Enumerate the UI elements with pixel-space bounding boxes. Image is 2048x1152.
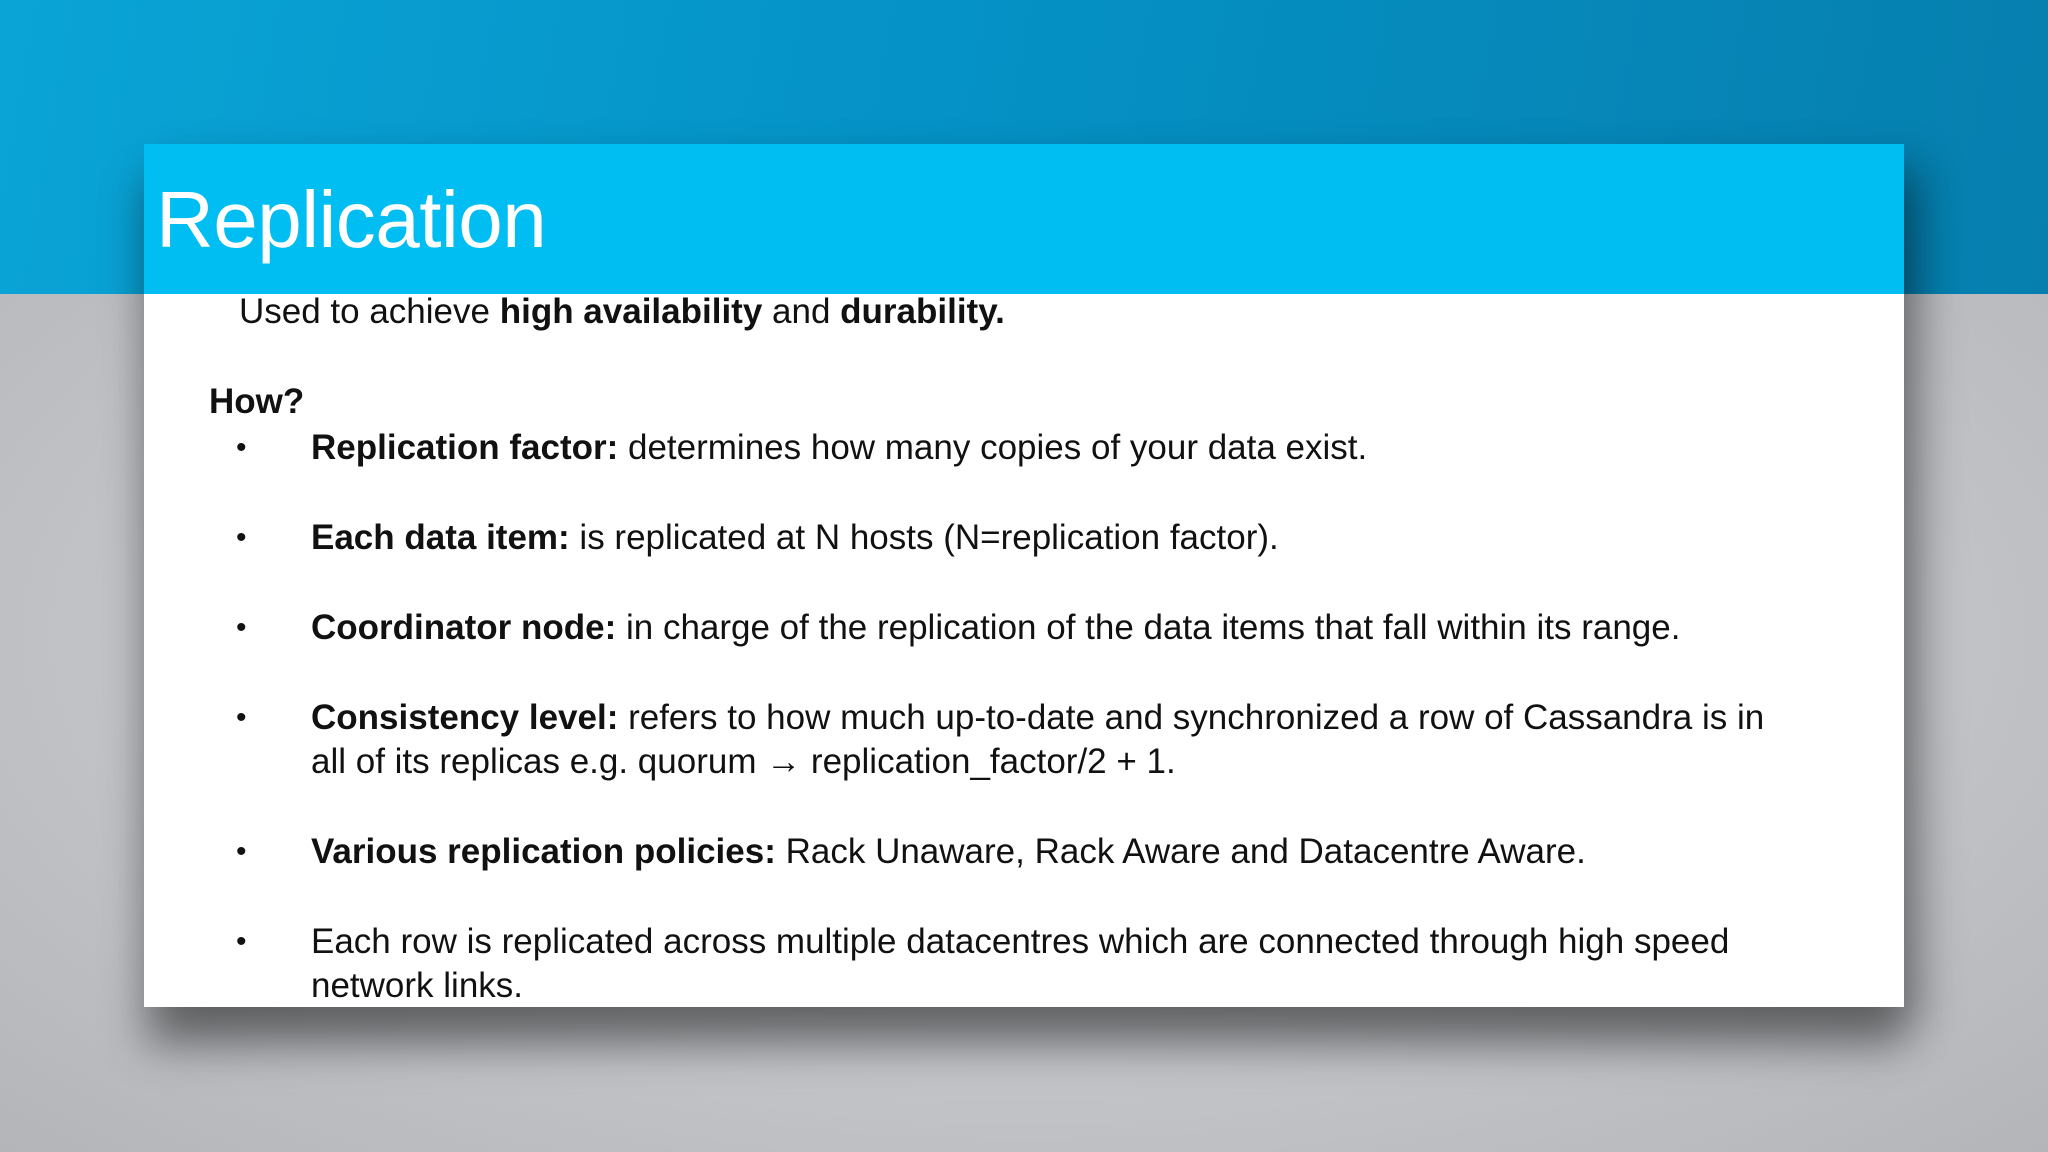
bullet-dot-icon: • xyxy=(236,431,247,464)
bullet-item xyxy=(144,516,1904,560)
bullet-item xyxy=(144,606,1904,650)
bullet-text: in charge of the replication of the data items that fall within its range. xyxy=(616,608,1681,647)
slide-title: Replication xyxy=(156,175,547,264)
bullet-dot-icon: • xyxy=(236,701,247,734)
intro-bold-availability: high availability xyxy=(499,292,763,331)
intro-line xyxy=(239,292,1005,332)
bullet-item xyxy=(144,920,1904,1007)
bullet-list xyxy=(144,426,1904,1007)
bullet-dot-icon: • xyxy=(236,611,247,644)
bullet-bold: Coordinator node: xyxy=(311,608,617,647)
bullet-item xyxy=(144,696,1904,784)
bullet-text: Each row is replicated across multiple datacentres which are connected through high speed network links. xyxy=(311,922,1730,1005)
intro-middle: and xyxy=(762,292,841,331)
intro-bold-durability: durability. xyxy=(840,292,1005,331)
bullet-bold: Each data item: xyxy=(311,518,570,557)
intro-prefix: Used to achieve xyxy=(239,292,500,331)
title-bar xyxy=(144,144,1904,294)
slide xyxy=(144,144,1904,1007)
bullet-dot-icon: • xyxy=(236,925,247,958)
bullet-text: determines how many copies of your data exist. xyxy=(618,428,1368,467)
bullet-dot-icon: • xyxy=(236,521,247,554)
bullet-item xyxy=(144,426,1904,470)
bullet-text: is replicated at N hosts (N=replication factor). xyxy=(569,518,1279,557)
bullet-dot-icon: • xyxy=(236,835,247,868)
bullet-text: Rack Unaware, Rack Aware and Datacentre Aware. xyxy=(775,832,1586,871)
bullet-bold: Various replication policies: xyxy=(311,832,776,871)
bullet-text: refers to how much up-to-date and synchronized a row of Cassandra is in all of its replicas e.g. quorum → replication_factor/2 + 1. xyxy=(311,698,1765,781)
how-heading: How? xyxy=(209,382,305,421)
bullet-item xyxy=(144,830,1904,874)
bullet-bold: Consistency level: xyxy=(311,698,619,737)
bullet-bold: Replication factor: xyxy=(311,428,619,467)
